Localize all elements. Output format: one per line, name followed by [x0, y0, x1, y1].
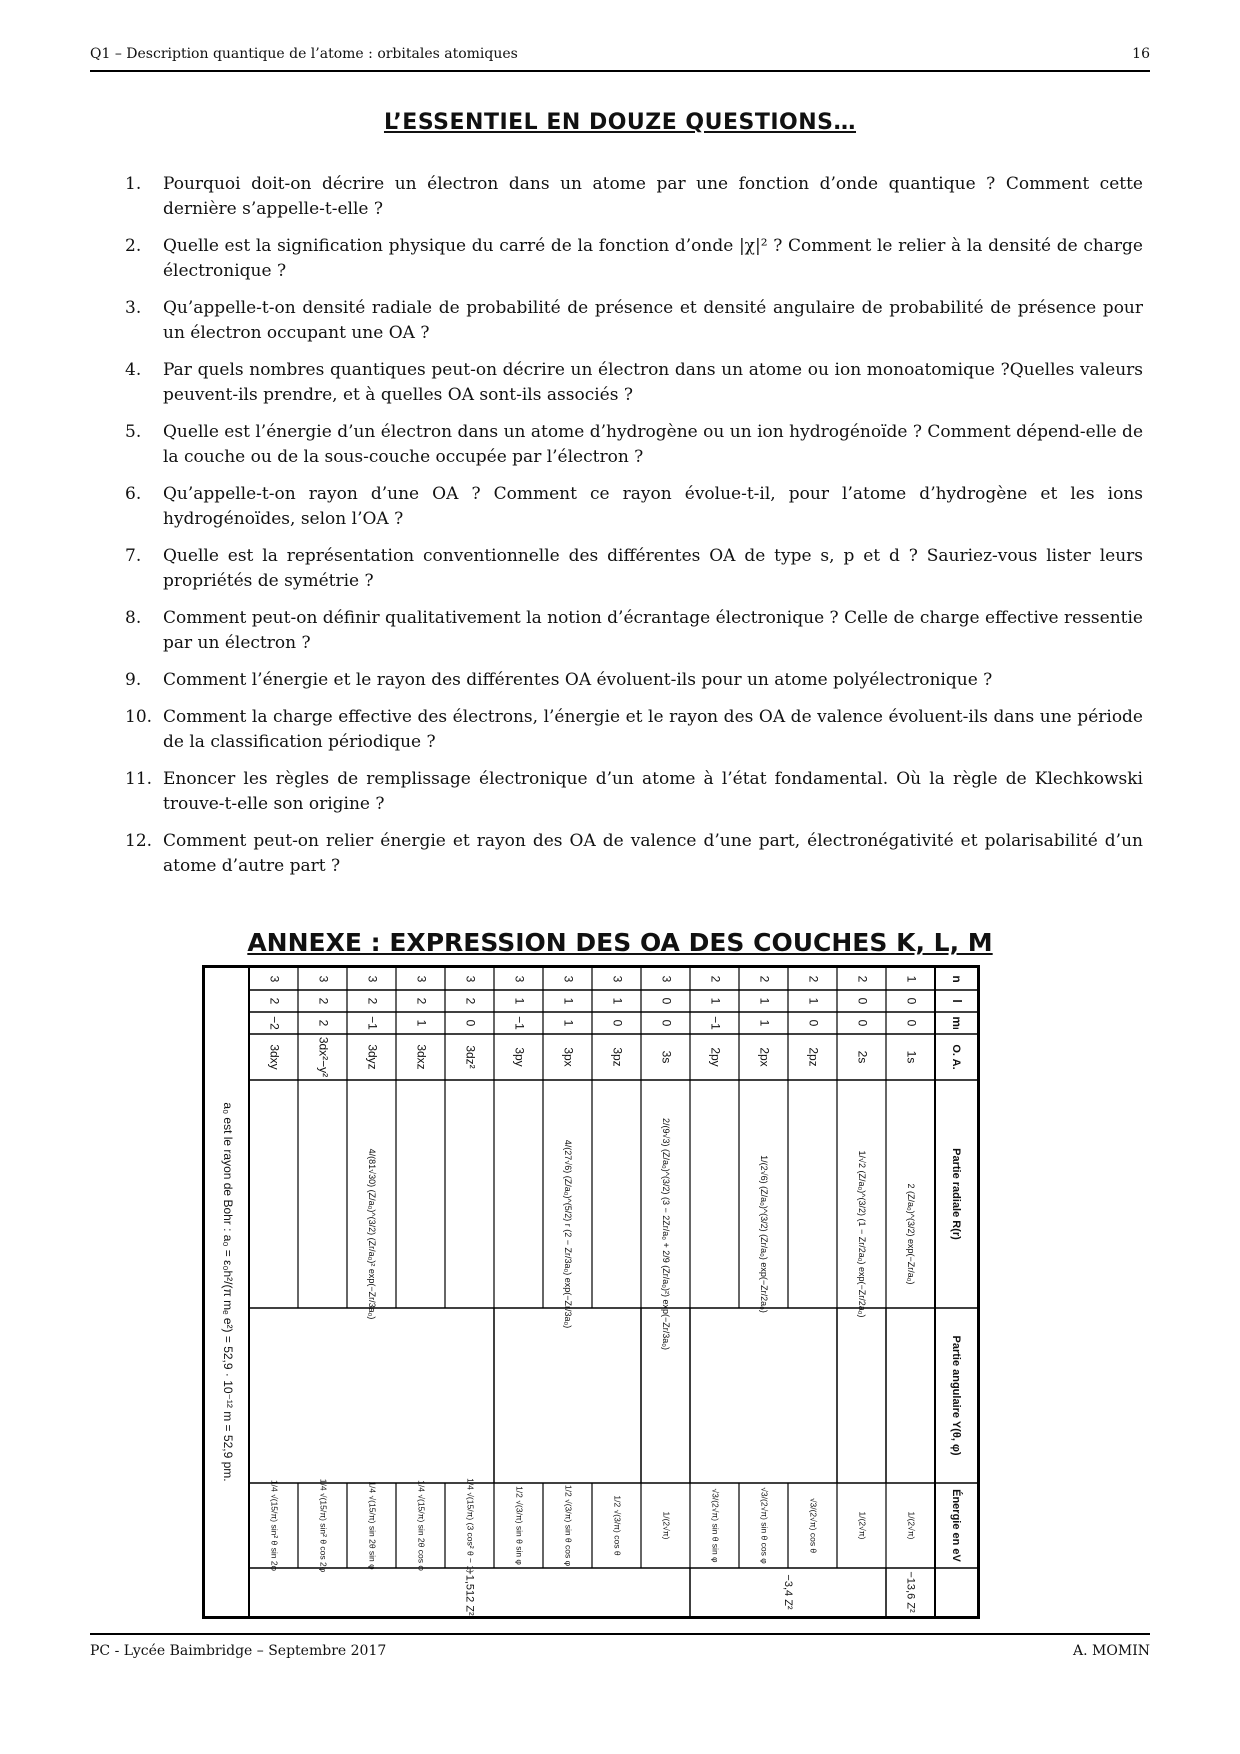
cell-n: 3 [610, 975, 625, 983]
cell-energy: −1,512 Z² [463, 1568, 476, 1616]
question-item [125, 668, 1143, 693]
cell-radial: 4/(81√30) (Z/a₀)^(3/2) (Zr/a₀)² exp(−Zr/3a₀) [367, 1148, 378, 1320]
cell-oa: 1s [904, 1050, 919, 1064]
cell-oa: 3py [512, 1047, 527, 1067]
question-item [125, 234, 1143, 284]
cell-angular: 1/4 √(15/π) (3 cos² θ − 1) [465, 1478, 476, 1573]
cell-n: 2 [708, 975, 723, 983]
cell-ml: 0 [610, 1019, 625, 1027]
annexe-title: ANNEXE : EXPRESSION DES OA DES COUCHES K, L, M [247, 928, 993, 957]
cell-energy: −3,4 Z² [782, 1574, 795, 1610]
question-text: Enoncer les règles de remplissage électronique d’un atome à l’état fondamental. Où la règle de Klechkowski trouve-t-elle son origine ? [163, 769, 1143, 814]
section-title: L’ESSENTIEL EN DOUZE QUESTIONS… [383, 110, 857, 135]
cell-angular: 1/2 √(3/π) sin θ cos φ [563, 1484, 574, 1567]
question-item [125, 482, 1143, 532]
cell-l: 2 [365, 997, 380, 1005]
cell-angular: √3/(2√π) sin θ cos φ [759, 1487, 770, 1564]
question-number: 6. [125, 484, 142, 504]
question-number: 3. [125, 298, 142, 318]
question-text: Comment la charge effective des électrons, l’énergie et le rayon des OA de valence évoluent-ils dans une période de la classification périodique ? [163, 707, 1143, 752]
question-text: Qu’appelle-t-on rayon d’une OA ? Comment ce rayon évolue-t-il, pour l’atome d’hydrogène et les ions hydrogénoïdes, selon l’OA ? [163, 484, 1143, 529]
cell-n: 3 [463, 975, 478, 983]
question-number: 5. [125, 422, 142, 442]
question-text: Qu’appelle-t-on densité radiale de probabilité de présence et densité angulaire de probabilité de présence pour un électron occupant une OA ? [163, 298, 1143, 343]
question-number: 4. [125, 360, 142, 380]
cell-l: 0 [855, 997, 870, 1005]
orbital-table-figure [205, 968, 977, 1616]
cell-ml: 2 [316, 1019, 331, 1027]
cell-oa: 2px [757, 1047, 772, 1067]
cell-oa: 3s [659, 1050, 674, 1064]
cell-ml: 0 [659, 1019, 674, 1027]
cell-radial: 2 (Z/a₀)^(3/2) exp(−Zr/a₀) [906, 1183, 917, 1285]
orbital-table [202, 965, 980, 1619]
question-item [125, 296, 1143, 346]
header-n: n [949, 975, 964, 983]
bohr-radius-footnote: a₀ est le rayon de Bohr : a₀ = ε₀h²/(π mₑ e²) = 52,9 · 10⁻¹² m = 52,9 pm. [220, 1102, 235, 1482]
footer-school: PC - Lycée Baimbridge – Septembre 2017 [90, 1643, 387, 1659]
cell-oa: 3dxz [414, 1044, 429, 1070]
cell-l: 1 [610, 997, 625, 1005]
question-number: 12. [125, 831, 153, 851]
cell-l: 2 [414, 997, 429, 1005]
cell-n: 3 [512, 975, 527, 983]
footer-author: A. MOMIN [1073, 1643, 1150, 1659]
cell-radial: 2/(9√3) (Z/a₀)^(3/2) (3 − 2Zr/a₀ + 2/9 (Zr/a₀)²) exp(−Zr/3a₀) [661, 1118, 672, 1350]
header-chapter-title: Q1 – Description quantique de l’atome : orbitales atomiques [90, 46, 518, 62]
cell-ml: −2 [267, 1016, 282, 1030]
question-item [125, 829, 1143, 879]
cell-ml: −1 [365, 1016, 380, 1030]
header-energy: Énergie en eV [950, 1489, 963, 1562]
cell-n: 2 [855, 975, 870, 983]
question-text: Comment peut-on relier énergie et rayon des OA de valence d’une part, électronégativité et polarisabilité d’un atome d’autre part ? [163, 831, 1143, 876]
question-list [125, 172, 1143, 891]
question-number: 10. [125, 707, 153, 727]
cell-angular: 1/(2√π) [857, 1511, 868, 1540]
cell-angular: 1/4 √(15/π) sin 2θ cos φ [416, 1480, 427, 1571]
cell-n: 3 [414, 975, 429, 983]
header-radial: Partie radiale R(r) [950, 1148, 963, 1240]
cell-energy: −13,6 Z² [904, 1571, 917, 1613]
cell-l: 1 [806, 997, 821, 1005]
cell-ml: 0 [463, 1019, 478, 1027]
header-ml: mₗ [949, 1016, 964, 1030]
cell-radial: 1/(2√6) (Z/a₀)^(3/2) (Zr/a₀) exp(−Zr/2a₀) [759, 1155, 770, 1313]
cell-angular: √3/(2√π) sin θ sin φ [710, 1488, 721, 1563]
cell-n: 3 [659, 975, 674, 983]
cell-oa: 3pz [610, 1047, 625, 1067]
cell-ml: −1 [512, 1016, 527, 1030]
question-number: 9. [125, 670, 142, 690]
question-text: Quelle est l’énergie d’un électron dans un atome d’hydrogène ou un ion hydrogénoïde ? Comment dépend-elle de la couche ou de la sous-couche occupée par l’électron ? [163, 422, 1143, 467]
question-number: 8. [125, 608, 142, 628]
question-item [125, 420, 1143, 470]
cell-oa: 3dyz [365, 1044, 380, 1070]
cell-angular: 1/2 √(3/π) sin θ sin φ [514, 1486, 525, 1565]
cell-oa: 3dz² [463, 1045, 478, 1069]
cell-angular: 1/4 √(15/π) sin² θ cos 2φ [318, 1478, 329, 1573]
page-footer [90, 1633, 1150, 1675]
header-l: l [949, 999, 964, 1003]
cell-angular: 1/(2√π) [906, 1511, 917, 1540]
cell-l: 2 [463, 997, 478, 1005]
cell-ml: 0 [855, 1019, 870, 1027]
question-number: 2. [125, 236, 142, 256]
page-number: 16 [1132, 46, 1150, 62]
question-number: 11. [125, 769, 153, 789]
cell-radial: 4/(27√6) (Z/a₀)^(5/2) r (2 − Zr/3a₀) exp(−Zr/3a₀) [563, 1139, 574, 1329]
cell-l: 1 [757, 997, 772, 1005]
cell-l: 1 [561, 997, 576, 1005]
cell-ml: 1 [414, 1019, 429, 1027]
cell-ml: 0 [904, 1019, 919, 1027]
cell-angular: √3/(2√π) cos θ [808, 1497, 819, 1554]
question-text: Par quels nombres quantiques peut-on décrire un électron dans un atome ou ion monoatomique ?Quelles valeurs peuvent-ils prendre, et à quelles OA sont-ils associés ? [163, 360, 1143, 405]
question-text: Comment l’énergie et le rayon des différentes OA évoluent-ils pour un atome polyélectronique ? [163, 670, 993, 690]
cell-oa: 2s [855, 1050, 870, 1064]
cell-oa: 2pz [806, 1047, 821, 1067]
question-number: 1. [125, 174, 142, 194]
question-text: Pourquoi doit-on décrire un électron dans un atome par une fonction d’onde quantique ? Comment cette dernière s’appelle-t-elle ? [163, 174, 1143, 219]
cell-n: 3 [365, 975, 380, 983]
cell-n: 1 [904, 975, 919, 983]
question-text: Quelle est la signification physique du carré de la fonction d’onde |χ|² ? Comment le relier à la densité de charge électronique ? [163, 236, 1143, 281]
question-item [125, 358, 1143, 408]
question-number: 7. [125, 546, 142, 566]
cell-oa: 3px [561, 1047, 576, 1067]
cell-n: 3 [267, 975, 282, 983]
cell-radial: 1/√2 (Z/a₀)^(3/2) (1 − Zr/2a₀) exp(−Zr/2a₀) [857, 1150, 868, 1318]
question-item [125, 606, 1143, 656]
cell-ml: 1 [757, 1019, 772, 1027]
cell-l: 1 [708, 997, 723, 1005]
cell-l: 2 [316, 997, 331, 1005]
question-item [125, 767, 1143, 817]
page-header [90, 40, 1150, 72]
cell-angular: 1/(2√π) [661, 1511, 672, 1540]
cell-n: 2 [806, 975, 821, 983]
cell-l: 1 [512, 997, 527, 1005]
question-item [125, 172, 1143, 222]
cell-n: 3 [561, 975, 576, 983]
cell-oa: 3dx²−y² [316, 1036, 331, 1078]
question-item [125, 544, 1143, 594]
cell-ml: 1 [561, 1019, 576, 1027]
cell-angular: 1/4 √(15/π) sin 2θ sin φ [367, 1481, 378, 1570]
cell-angular: 1/4 √(15/π) sin² θ sin 2φ [269, 1479, 280, 1572]
cell-l: 0 [659, 997, 674, 1005]
cell-oa: 2py [708, 1047, 723, 1067]
question-text: Comment peut-on définir qualitativement la notion d’écrantage électronique ? Celle de charge effective ressentie par un électron ? [163, 608, 1143, 653]
cell-l: 2 [267, 997, 282, 1005]
question-text: Quelle est la représentation conventionnelle des différentes OA de type s, p et d ? Sauriez-vous lister leurs propriétés de symétrie ? [163, 546, 1143, 591]
cell-n: 2 [757, 975, 772, 983]
cell-oa: 3dxy [267, 1044, 282, 1070]
header-angular: Partie angulaire Y(θ, φ) [950, 1335, 963, 1456]
header-oa: O. A. [950, 1044, 963, 1070]
cell-l: 0 [904, 997, 919, 1005]
cell-angular: 1/2 √(3/π) cos θ [612, 1495, 623, 1556]
question-item [125, 705, 1143, 755]
cell-ml: 0 [806, 1019, 821, 1027]
cell-n: 3 [316, 975, 331, 983]
cell-ml: −1 [708, 1016, 723, 1030]
